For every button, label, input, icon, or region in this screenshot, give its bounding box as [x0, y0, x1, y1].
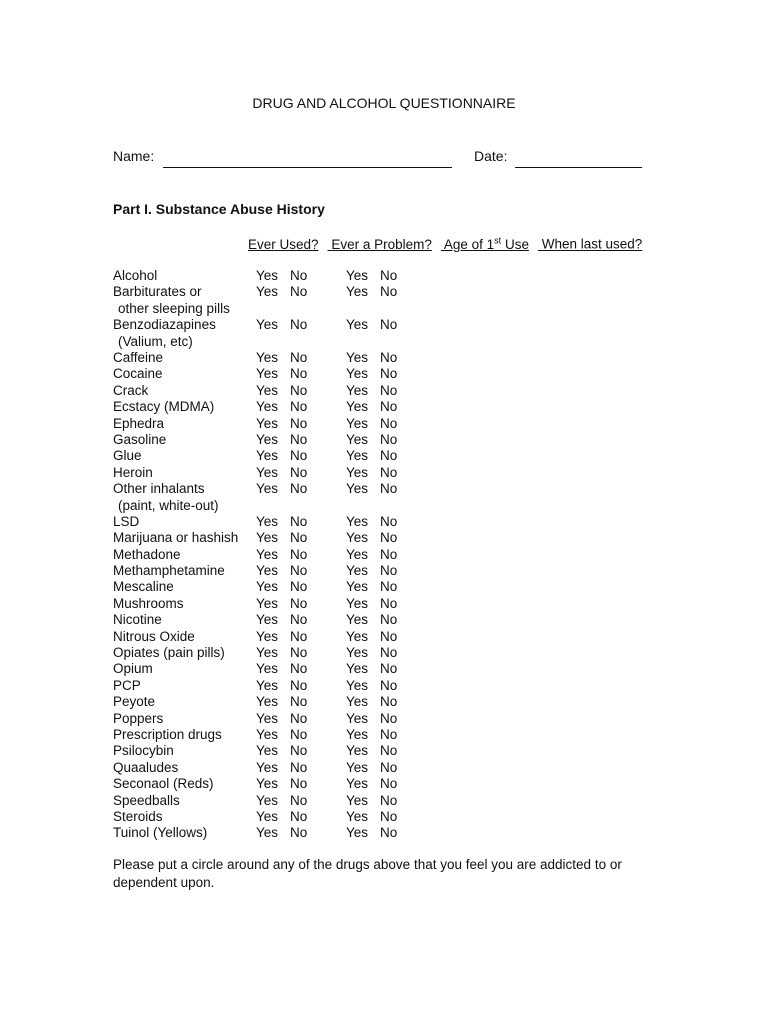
ever-used-no-option[interactable]: No	[290, 825, 308, 841]
ever-used-yes-option[interactable]: Yes	[256, 661, 279, 677]
ever-problem-no-option[interactable]: No	[380, 759, 398, 775]
substance-name-line: Psilocybin	[113, 743, 174, 759]
substance-name	[113, 711, 163, 727]
substance-name-line: Crack	[113, 382, 149, 398]
ever-problem-no-option[interactable]: No	[380, 431, 398, 447]
substance-row	[113, 645, 713, 661]
substance-name	[113, 284, 230, 317]
ever-problem-yes-option[interactable]: Yes	[346, 530, 369, 546]
substance-name	[113, 825, 207, 841]
ever-used-no-option[interactable]: No	[290, 808, 308, 824]
substance-name-line: Peyote	[113, 694, 156, 710]
ever-used-yes-option[interactable]: Yes	[256, 513, 279, 529]
substance-name-line: Mescaline	[113, 579, 174, 595]
substance-name-line: Glue	[113, 448, 142, 464]
ever-used-yes-option[interactable]: Yes	[256, 792, 279, 808]
substance-row	[113, 547, 713, 563]
ever-problem-no-option[interactable]: No	[380, 546, 398, 562]
ever-problem-no-option[interactable]: No	[380, 464, 398, 480]
substance-row	[113, 694, 713, 710]
substance-name	[113, 645, 225, 661]
substance-name	[113, 530, 238, 546]
substance-name	[113, 661, 153, 677]
substance-name	[113, 366, 163, 382]
ever-problem-yes-option[interactable]: Yes	[346, 317, 369, 333]
ever-problem-yes-option[interactable]: Yes	[346, 349, 369, 365]
ever-used-no-option[interactable]: No	[290, 268, 308, 283]
ever-problem-yes-option[interactable]: Yes	[346, 595, 369, 611]
substance-name-line: Methadone	[113, 546, 181, 562]
ever-used-no-option[interactable]: No	[290, 579, 308, 595]
ever-used-yes-option[interactable]: Yes	[256, 284, 279, 300]
substance-row	[113, 727, 713, 743]
ever-problem-yes-option[interactable]: Yes	[346, 284, 369, 300]
ever-problem-yes-option[interactable]: Yes	[346, 513, 369, 529]
ever-problem-no-option[interactable]: No	[380, 415, 398, 431]
ever-used-no-option[interactable]: No	[290, 317, 308, 333]
ever-problem-yes-option[interactable]: Yes	[346, 743, 369, 759]
ever-used-yes-option[interactable]: Yes	[256, 317, 279, 333]
ever-used-yes-option[interactable]: Yes	[256, 694, 279, 710]
ever-problem-no-option[interactable]: No	[380, 825, 398, 841]
ever-used-yes-option[interactable]: Yes	[256, 448, 279, 464]
ever-used-no-option[interactable]: No	[290, 694, 308, 710]
substance-row	[113, 809, 713, 825]
substance-name	[113, 416, 164, 432]
ever-problem-yes-option[interactable]: Yes	[346, 776, 369, 792]
substance-name	[113, 268, 157, 284]
ever-used-no-option[interactable]: No	[290, 710, 308, 726]
ever-problem-yes-option[interactable]: Yes	[346, 710, 369, 726]
ever-used-yes-option[interactable]: Yes	[256, 677, 279, 693]
ever-used-no-option[interactable]: No	[290, 759, 308, 775]
ever-used-no-option[interactable]: No	[290, 726, 308, 742]
substance-name-line: Barbiturates or	[113, 284, 202, 300]
substance-name	[113, 727, 222, 743]
substance-name	[113, 809, 163, 825]
substance-row	[113, 383, 713, 399]
substance-row	[113, 743, 713, 759]
substance-row	[113, 711, 713, 727]
ever-used-no-option[interactable]: No	[290, 628, 308, 644]
ever-problem-no-option[interactable]: No	[380, 317, 398, 333]
column-headers	[248, 235, 642, 252]
ever-problem-no-option[interactable]: No	[380, 530, 398, 546]
substance-name-line: Gasoline	[113, 431, 167, 447]
ever-used-yes-option[interactable]: Yes	[256, 399, 279, 415]
substance-name-line: Other inhalants	[113, 481, 205, 497]
substance-name	[113, 317, 216, 350]
substance-row	[113, 416, 713, 432]
ever-used-yes-option[interactable]: Yes	[256, 268, 279, 283]
col-age-first-use	[444, 237, 529, 252]
ever-used-no-option[interactable]: No	[290, 661, 308, 677]
substance-name-line: Poppers	[113, 710, 164, 726]
substance-name	[113, 579, 174, 595]
substance-row	[113, 793, 713, 809]
ever-problem-no-option[interactable]: No	[380, 694, 398, 710]
ever-used-no-option[interactable]: No	[290, 366, 308, 382]
ever-problem-yes-option[interactable]: Yes	[346, 694, 369, 710]
col-ever-problem: Ever a Problem?	[331, 236, 432, 252]
col-age-suffix: Use	[501, 236, 529, 252]
ever-problem-yes-option[interactable]: Yes	[346, 464, 369, 480]
ever-problem-yes-option[interactable]: Yes	[346, 726, 369, 742]
ever-used-no-option[interactable]: No	[290, 464, 308, 480]
ever-used-yes-option[interactable]: Yes	[256, 776, 279, 792]
ever-problem-yes-option[interactable]: Yes	[346, 579, 369, 595]
ever-problem-no-option[interactable]: No	[380, 579, 398, 595]
ever-used-no-option[interactable]: No	[290, 743, 308, 759]
substance-name	[113, 629, 195, 645]
ever-used-yes-option[interactable]: Yes	[256, 464, 279, 480]
ever-used-yes-option[interactable]: Yes	[256, 595, 279, 611]
ever-used-yes-option[interactable]: Yes	[256, 579, 279, 595]
substance-name	[113, 678, 141, 694]
substance-row	[113, 465, 713, 481]
substance-name	[113, 383, 148, 399]
ever-used-no-option[interactable]: No	[290, 513, 308, 529]
col-age-prefix: Age of 1	[443, 236, 495, 252]
ever-used-no-option[interactable]: No	[290, 448, 308, 464]
col-when-last-used: When last used?	[541, 236, 643, 252]
ever-used-no-option[interactable]: No	[290, 546, 308, 562]
substance-row	[113, 760, 713, 776]
ever-used-yes-option[interactable]: Yes	[256, 726, 279, 742]
ever-problem-yes-option[interactable]: Yes	[346, 645, 369, 661]
substance-name-line: Ephedra	[113, 415, 165, 431]
substance-name-line: Prescription drugs	[113, 726, 222, 742]
substance-name-line-2: (Valium, etc)	[118, 333, 193, 349]
ever-problem-no-option[interactable]: No	[380, 595, 398, 611]
substance-name-line: Cocaine	[113, 366, 163, 382]
substance-name-line: Alcohol	[113, 268, 158, 283]
ever-used-no-option[interactable]: No	[290, 349, 308, 365]
col-ever-used: Ever Used?	[248, 236, 319, 252]
substance-name-line: Steroids	[113, 808, 163, 824]
substance-name-line: Methamphetamine	[113, 563, 225, 579]
substance-name	[113, 465, 153, 481]
substance-name	[113, 514, 139, 530]
date-label: Date:	[474, 148, 508, 164]
substance-name	[113, 612, 162, 628]
substance-name-line: Benzodiazapines	[113, 317, 216, 333]
substance-name-line: Opium	[113, 661, 153, 677]
ever-used-yes-option[interactable]: Yes	[256, 743, 279, 759]
ever-problem-no-option[interactable]: No	[380, 628, 398, 644]
substance-list	[113, 268, 713, 842]
substance-row	[113, 514, 713, 530]
ever-used-yes-option[interactable]: Yes	[256, 546, 279, 562]
ever-used-yes-option[interactable]: Yes	[256, 628, 279, 644]
ever-used-yes-option[interactable]: Yes	[256, 808, 279, 824]
date-field-line[interactable]	[515, 167, 642, 168]
ever-used-yes-option[interactable]: Yes	[256, 349, 279, 365]
instruction-text: Please put a circle around any of the drugs above that you feel you are addicted to or dependent upon.	[113, 857, 622, 890]
ever-problem-no-option[interactable]: No	[380, 808, 398, 824]
substance-name	[113, 350, 163, 366]
ever-used-no-option[interactable]: No	[290, 415, 308, 431]
substance-name-line: LSD	[113, 513, 140, 529]
ever-problem-no-option[interactable]: No	[380, 677, 398, 693]
substance-name-line: Marijuana or hashish	[113, 530, 239, 546]
ever-problem-no-option[interactable]: No	[380, 563, 398, 579]
substance-name-line-2: other sleeping pills	[118, 300, 230, 316]
substance-name	[113, 563, 225, 579]
substance-row	[113, 776, 713, 792]
substance-name	[113, 694, 155, 710]
substance-name	[113, 448, 142, 464]
ever-used-yes-option[interactable]: Yes	[256, 415, 279, 431]
ever-used-no-option[interactable]: No	[290, 677, 308, 693]
ever-problem-no-option[interactable]: No	[380, 743, 398, 759]
ever-problem-no-option[interactable]: No	[380, 645, 398, 661]
substance-name-line: Ecstacy (MDMA)	[113, 399, 215, 415]
substance-name-line: Opiates (pain pills)	[113, 645, 225, 661]
ever-used-no-option[interactable]: No	[290, 399, 308, 415]
substance-name-line: Nicotine	[113, 612, 162, 628]
ever-used-no-option[interactable]: No	[290, 645, 308, 661]
ever-problem-yes-option[interactable]: Yes	[346, 661, 369, 677]
ever-problem-yes-option[interactable]: Yes	[346, 792, 369, 808]
substance-name-line: PCP	[113, 677, 141, 693]
substance-name-line-2: (paint, white-out)	[118, 497, 219, 513]
substance-name	[113, 793, 180, 809]
ever-problem-no-option[interactable]: No	[380, 284, 398, 300]
ever-used-no-option[interactable]: No	[290, 481, 308, 497]
ever-used-no-option[interactable]: No	[290, 563, 308, 579]
ever-problem-yes-option[interactable]: Yes	[346, 382, 369, 398]
ever-used-no-option[interactable]: No	[290, 530, 308, 546]
ever-used-yes-option[interactable]: Yes	[256, 563, 279, 579]
ever-problem-no-option[interactable]: No	[380, 399, 398, 415]
ever-used-yes-option[interactable]: Yes	[256, 825, 279, 841]
substance-name	[113, 432, 166, 448]
ever-problem-yes-option[interactable]: Yes	[346, 448, 369, 464]
ever-used-no-option[interactable]: No	[290, 431, 308, 447]
ever-problem-no-option[interactable]: No	[380, 612, 398, 628]
name-label: Name:	[113, 148, 155, 164]
ever-problem-no-option[interactable]: No	[380, 448, 398, 464]
ever-problem-yes-option[interactable]: Yes	[346, 808, 369, 824]
ever-problem-yes-option[interactable]: Yes	[346, 415, 369, 431]
ever-problem-yes-option[interactable]: Yes	[346, 366, 369, 382]
ever-problem-yes-option[interactable]: Yes	[346, 546, 369, 562]
substance-row	[113, 448, 713, 464]
ever-used-no-option[interactable]: No	[290, 595, 308, 611]
substance-row	[113, 481, 713, 514]
substance-name-line: Quaaludes	[113, 759, 179, 775]
col-age-sup: st	[494, 235, 502, 245]
ever-problem-no-option[interactable]: No	[380, 382, 398, 398]
ever-problem-yes-option[interactable]: Yes	[346, 399, 369, 415]
ever-problem-no-option[interactable]: No	[380, 349, 398, 365]
ever-used-yes-option[interactable]: Yes	[256, 645, 279, 661]
ever-used-no-option[interactable]: No	[290, 792, 308, 808]
ever-problem-no-option[interactable]: No	[380, 792, 398, 808]
substance-row	[113, 563, 713, 579]
substance-name	[113, 743, 174, 759]
ever-problem-yes-option[interactable]: Yes	[346, 268, 369, 283]
ever-problem-no-option[interactable]: No	[380, 661, 398, 677]
ever-used-yes-option[interactable]: Yes	[256, 366, 279, 382]
substance-name-line: Seconaol (Reds)	[113, 776, 214, 792]
ever-problem-yes-option[interactable]: Yes	[346, 628, 369, 644]
substance-name	[113, 596, 184, 612]
ever-problem-no-option[interactable]: No	[380, 726, 398, 742]
ever-problem-no-option[interactable]: No	[380, 481, 398, 497]
substance-name-line: Tuinol (Yellows)	[113, 825, 208, 841]
ever-used-yes-option[interactable]: Yes	[256, 612, 279, 628]
ever-used-yes-option[interactable]: Yes	[256, 530, 279, 546]
ever-used-no-option[interactable]: No	[290, 612, 308, 628]
page-title: DRUG AND ALCOHOL QUESTIONNAIRE	[252, 95, 516, 111]
ever-problem-no-option[interactable]: No	[380, 268, 398, 283]
substance-name	[113, 547, 181, 563]
substance-name-line: Mushrooms	[113, 595, 184, 611]
substance-row	[113, 284, 713, 317]
substance-name	[113, 399, 214, 415]
name-field-line[interactable]	[163, 167, 452, 168]
substance-row	[113, 661, 713, 677]
ever-used-no-option[interactable]: No	[290, 776, 308, 792]
ever-problem-yes-option[interactable]: Yes	[346, 759, 369, 775]
ever-problem-yes-option[interactable]: Yes	[346, 677, 369, 693]
section-heading: Part I. Substance Abuse History	[113, 201, 325, 217]
substance-row	[113, 629, 713, 645]
substance-row	[113, 678, 713, 694]
ever-used-yes-option[interactable]: Yes	[256, 431, 279, 447]
substance-row	[113, 530, 713, 546]
ever-problem-yes-option[interactable]: Yes	[346, 563, 369, 579]
ever-problem-yes-option[interactable]: Yes	[346, 481, 369, 497]
ever-problem-no-option[interactable]: No	[380, 513, 398, 529]
ever-problem-yes-option[interactable]: Yes	[346, 431, 369, 447]
ever-problem-yes-option[interactable]: Yes	[346, 612, 369, 628]
substance-row	[113, 612, 713, 628]
ever-problem-no-option[interactable]: No	[380, 710, 398, 726]
ever-used-yes-option[interactable]: Yes	[256, 710, 279, 726]
substance-row	[113, 579, 713, 595]
ever-used-yes-option[interactable]: Yes	[256, 382, 279, 398]
ever-used-no-option[interactable]: No	[290, 284, 308, 300]
substance-name-line: Nitrous Oxide	[113, 628, 195, 644]
ever-problem-yes-option[interactable]: Yes	[346, 825, 369, 841]
substance-name-line: Caffeine	[113, 349, 164, 365]
substance-row	[113, 596, 713, 612]
ever-problem-no-option[interactable]: No	[380, 366, 398, 382]
ever-used-no-option[interactable]: No	[290, 382, 308, 398]
substance-row	[113, 432, 713, 448]
ever-used-yes-option[interactable]: Yes	[256, 481, 279, 497]
substance-row	[113, 317, 713, 350]
substance-name-line: Speedballs	[113, 792, 180, 808]
substance-name	[113, 776, 214, 792]
ever-used-yes-option[interactable]: Yes	[256, 759, 279, 775]
substance-row	[113, 366, 713, 382]
substance-row	[113, 268, 713, 284]
substance-name	[113, 481, 219, 514]
substance-row	[113, 350, 713, 366]
substance-row	[113, 825, 713, 841]
ever-problem-no-option[interactable]: No	[380, 776, 398, 792]
substance-row	[113, 399, 713, 415]
substance-name	[113, 760, 178, 776]
substance-name-line: Heroin	[113, 464, 153, 480]
